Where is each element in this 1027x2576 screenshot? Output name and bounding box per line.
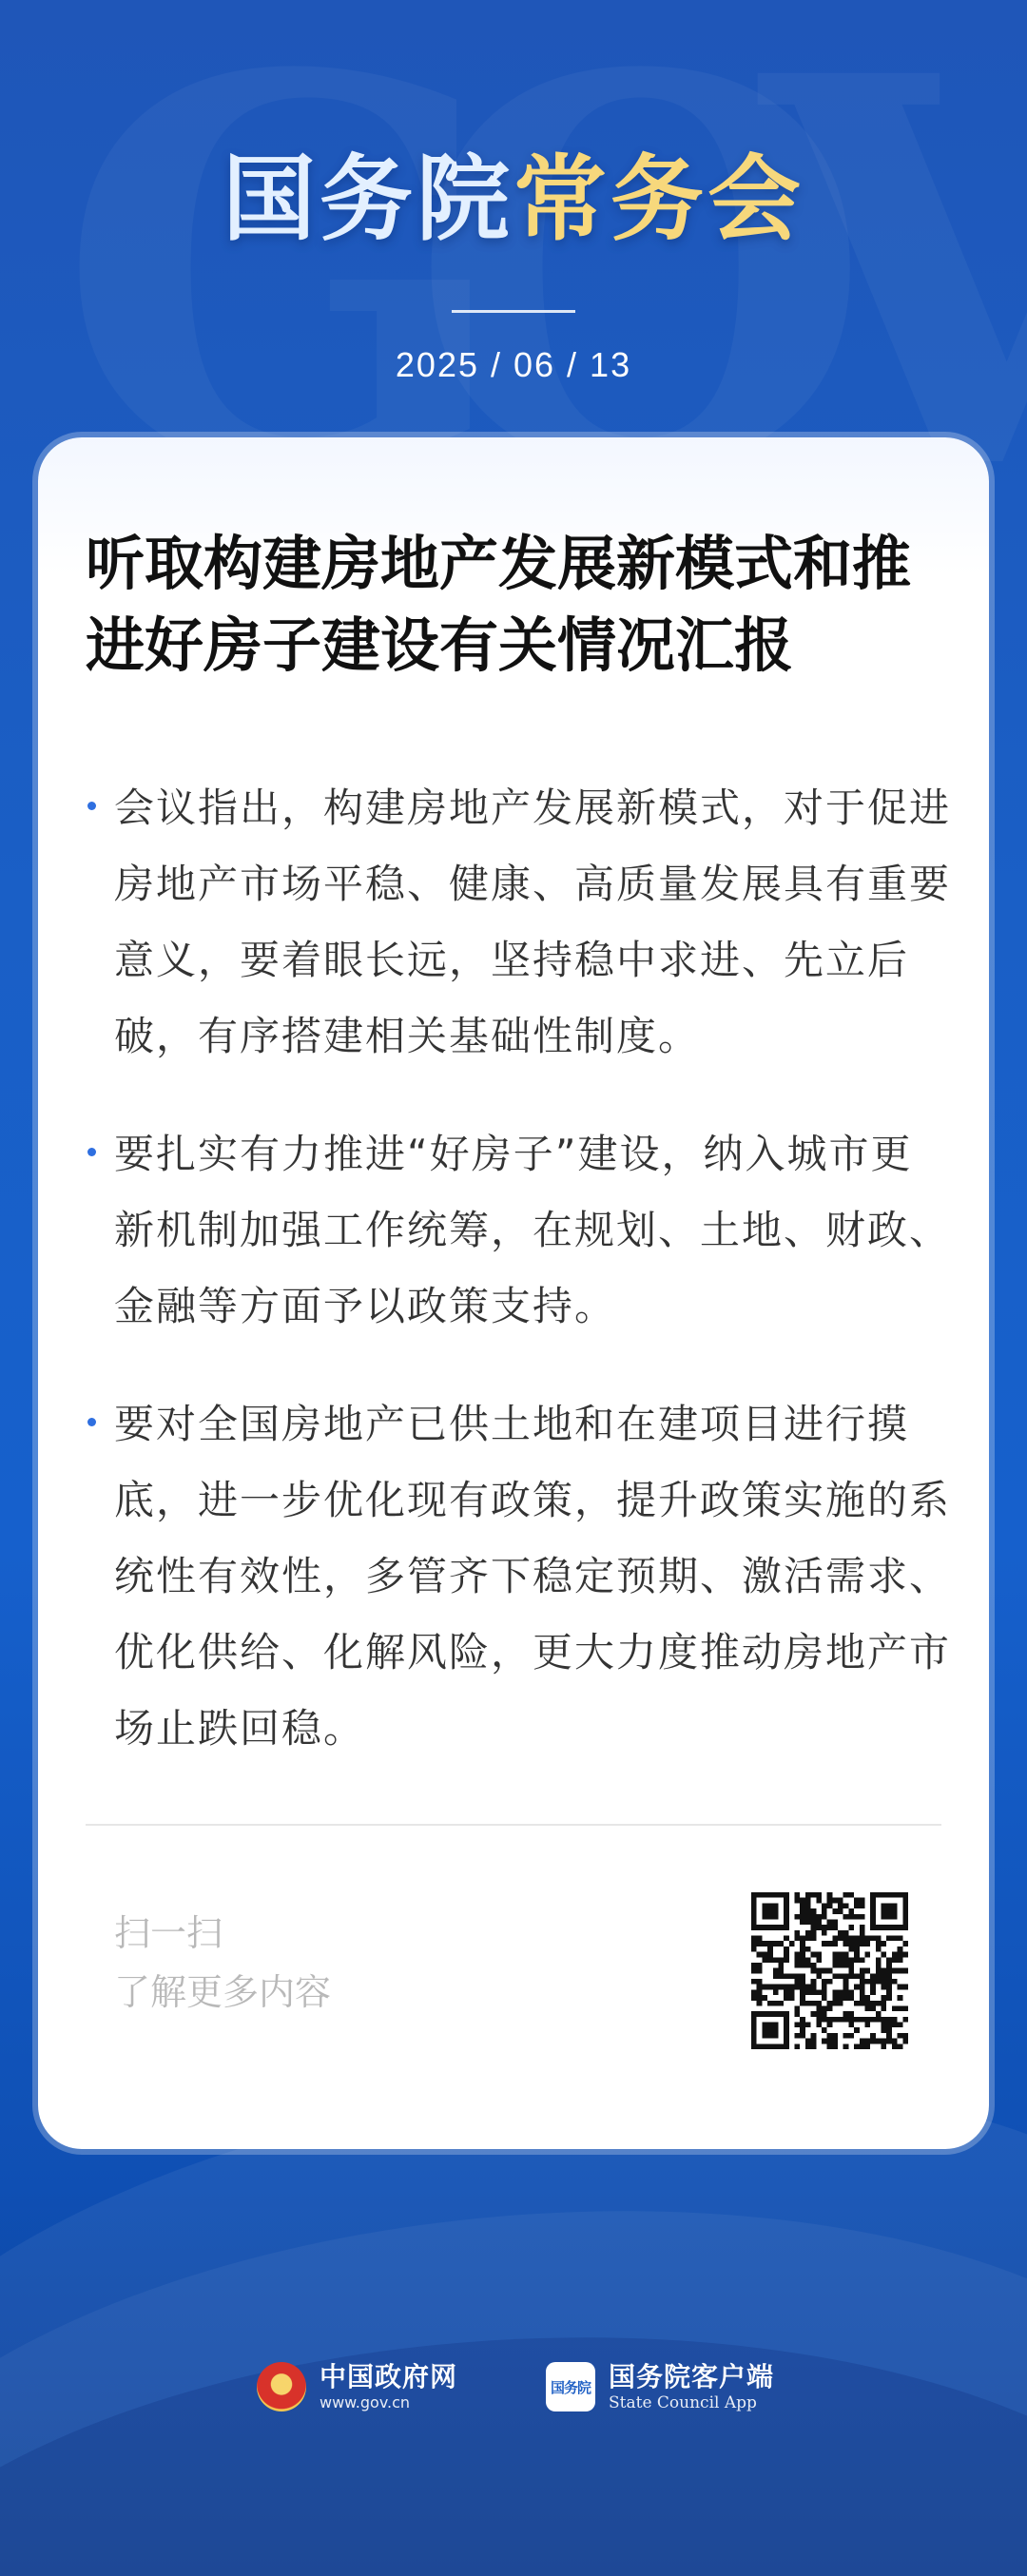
title-divider [452, 310, 575, 313]
scan-line-2: 了解更多内容 [114, 1971, 332, 2013]
bullet-text: 会议指出，构建房地产发展新模式，对于促进房地产市场平稳、健康、高质量发展具有重要意义，要着眼长远，坚持稳中求进、先立后破，有序搭建相关基础性制度。 [114, 784, 952, 1059]
list-item [86, 1386, 951, 1767]
gov-website-brand[interactable] [257, 2349, 457, 2425]
card-divider [86, 1824, 941, 1826]
content-card [38, 437, 989, 2149]
bullet-text: 要对全国房地产已供土地和在建项目进行摸底，进一步优化现有政策，提升政策实施的系统性有效性，多管齐下稳定预期、激活需求、优化供给、化解风险，更大力度推动房地产市场止跌回稳。 [114, 1401, 952, 1752]
list-item [86, 1116, 951, 1345]
state-council-app-icon: 国务院 [546, 2362, 595, 2411]
bullet-list [86, 770, 951, 1809]
scan-line-1: 扫一扫 [114, 1912, 223, 1954]
bullet-dot-icon [87, 802, 96, 810]
title-part-2: 常务会 [514, 145, 805, 254]
list-item [86, 770, 951, 1075]
title-part-1: 国务院 [222, 145, 514, 254]
page-title [0, 143, 1027, 257]
card-title: 听取构建房地产发展新模式和推进好房子建设有关情况汇报 [86, 529, 912, 680]
bullet-dot-icon [87, 1148, 96, 1156]
qr-code[interactable] [751, 1892, 908, 2049]
gov-website-name: 中国政府网 [320, 2361, 458, 2392]
footer [0, 2349, 1027, 2425]
bullet-text: 要扎实有力推进“好房子”建设，纳入城市更新机制加强工作统筹，在规划、土地、财政、金融等方面予以政策支持。 [114, 1131, 952, 1329]
bullet-dot-icon [87, 1418, 96, 1426]
app-name: 国务院客户端 [609, 2361, 775, 2392]
app-name-en: State Council App [609, 2393, 757, 2412]
state-council-app-brand[interactable] [546, 2349, 774, 2425]
gov-website-url: www.gov.cn [320, 2393, 411, 2411]
national-emblem-icon [257, 2362, 306, 2411]
header [0, 143, 1027, 385]
scan-prompt [114, 1904, 331, 2022]
date: 2025 / 06 / 13 [395, 345, 632, 384]
